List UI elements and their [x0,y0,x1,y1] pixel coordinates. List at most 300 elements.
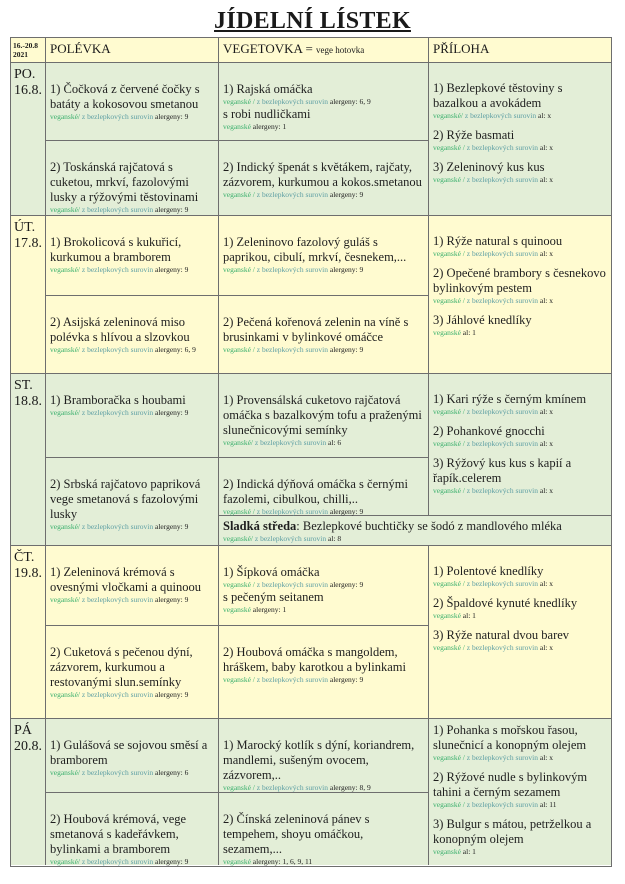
vegan-label: veganské / [433,486,465,495]
day-cell [11,63,46,216]
vegan-label: veganské/ [50,768,80,777]
dish-tags [223,122,424,132]
main-cell [219,296,429,374]
dish-tags [433,643,607,653]
allergen-value: 1 [472,328,476,337]
dish-name: 1) Zeleninovo fazolový guláš s paprikou, cibulí, mrkví, česnekem,... [223,235,407,264]
allergen-label: alergeny: [154,205,183,214]
gluten-free-label: z bezlepkových surovin [256,783,328,792]
sweet-dish: : Bezlepkové buchtičky se šodó z mandlového mléka [296,519,562,533]
dish-tags [223,438,424,448]
vegan-label: veganské/ [433,111,463,120]
dish-name: 2) Toskánská rajčatová s cuketou, mrkví, fazolovými lusky a rýžovými těstovinami [50,160,199,204]
allergen-label: alergeny: [154,112,183,121]
dish-item [50,160,214,215]
day-date: 16.8. [14,83,42,98]
allergen-value: 9 [359,507,364,516]
vegan-label: veganské / [433,439,465,448]
day-date: 20.8. [14,739,42,754]
dish-item [223,393,424,448]
dish-name: 1) Marocký kotlík s dýní, koriandrem, mandlemi, sušeným ovocem, zázvorem,.. [223,738,415,782]
gluten-free-label: z bezlepkových surovin [466,753,538,762]
gluten-free-label: z bezlepkových surovin [81,768,154,777]
allergen-label: alergeny: [154,522,183,531]
vegan-label: veganské / [433,249,465,258]
gluten-free-label: z bezlepkových surovin [464,111,537,120]
allergen-value: 1, 6, 9, 11 [282,857,313,866]
vegan-label: veganské / [433,643,465,652]
soup-cell [46,626,219,719]
gluten-free-label: z bezlepkových surovin [256,507,328,516]
dish-name: 1) Bezlepkové těstoviny s bazalkou a avokádem [433,81,563,110]
dish-item [433,564,607,589]
dish-item [433,128,607,153]
dish-item [223,82,424,132]
dish-item [433,266,607,306]
gluten-free-label: z bezlepkových surovin [256,190,328,199]
gluten-free-label: z bezlepkových surovin [466,249,538,258]
dish-name: 1) Provensálská cuketovo rajčatová omáčka s bazalkovým tofu a praženými slunečnicovými semínky [223,393,422,437]
dish-tags [223,783,424,793]
main-cell [219,63,429,141]
allergen-value: x [549,175,553,184]
dish-tags [223,534,607,544]
dish-tags [433,486,607,496]
dish-item [433,723,607,763]
dish-name: 2) Rýžové nudle s bylinkovým tahini a černým sezamem [433,770,588,799]
allergen-value: x [549,296,553,305]
allergen-label: alergeny: [252,605,281,614]
sweet-cell [219,516,611,546]
allergen-label: al: [539,296,548,305]
dish-tags [433,328,607,338]
dish-item [433,234,607,259]
dish-name: 1) Gulášová se sojovou směsí a bramborem [50,738,208,767]
gluten-free-label: z bezlepkových surovin [466,296,538,305]
dish-name: 3) Bulgur s mátou, petrželkou a konopným olejem [433,817,592,846]
allergen-label: alergeny: [154,857,183,866]
vegan-label: veganské / [223,265,255,274]
dish-item [433,628,607,653]
gluten-free-label: z bezlepkových surovin [81,595,154,604]
dish-name: 2) Čínská zeleninová pánev s tempehem, shoyu omáčkou, sezamem,... [223,812,370,856]
day-date: 19.8. [14,566,42,581]
vegan-label: veganské [223,122,251,131]
allergen-label: al: [539,439,548,448]
dish-item [50,82,214,122]
gluten-free-label: z bezlepkových surovin [466,143,538,152]
dish-item [433,392,607,417]
soup-cell [46,719,219,793]
dish-tags [50,768,214,778]
dish-tags [50,522,214,532]
dish-name: 1) Rýže natural s quinoou [433,234,563,248]
dish-tags [433,753,607,763]
dish-name: 1) Kari rýže s černým kmínem [433,392,587,406]
gluten-free-label: z bezlepkových surovin [254,534,327,543]
gluten-free-label: z bezlepkových surovin [256,675,328,684]
allergen-value: 9 [184,522,189,531]
dish-item [50,738,214,778]
allergen-label: al: [539,407,548,416]
dish-tags [433,611,607,621]
side-cell [429,216,611,374]
dish-item [223,738,424,793]
dish-name: 3) Rýžový kus kus s kapií a řapík.celerem [433,456,572,485]
menu-table [10,37,612,867]
vegan-label: veganské / [223,97,255,106]
vegan-label: veganské / [223,783,255,792]
dish-item [433,596,607,621]
allergen-value: 6, 9 [184,345,196,354]
header-main [219,38,429,63]
allergen-label: al: [537,111,546,120]
dish-item [433,456,607,496]
allergen-label: al: [539,800,548,809]
dish-item [433,81,607,121]
dish-item [50,235,214,275]
day-cell [11,216,46,374]
allergen-label: al: [539,643,548,652]
allergen-value: 9 [359,265,364,274]
allergen-value: x [549,439,553,448]
dish-name: 1) Brokolicová s kukuřicí, kurkumou a bramborem [50,235,182,264]
allergen-label: alergeny: [329,783,358,792]
gluten-free-label: z bezlepkových surovin [256,580,328,589]
vegan-label: veganské / [223,507,255,516]
allergen-label: al: [539,753,548,762]
gluten-free-label: z bezlepkových surovin [81,265,154,274]
dish-name: 3) Jáhlové knedlíky [433,313,532,327]
dish-tags [433,296,607,306]
dish-item [433,817,607,857]
gluten-free-label: z bezlepkových surovin [256,265,328,274]
soup-cell [46,546,219,626]
allergen-value: 9 [184,265,189,274]
soup-cell [46,458,219,546]
day-cell [11,546,46,719]
dish-name: 1) Bramboračka s houbami [50,393,186,407]
vegan-label: veganské / [223,675,255,684]
dish-tags [50,857,214,867]
allergen-label: al: [539,175,548,184]
gluten-free-label: z bezlepkových surovin [256,97,328,106]
allergen-value: x [549,643,553,652]
allergen-value: 9 [359,675,364,684]
allergen-value: x [547,111,552,120]
vegan-label: veganské [223,857,251,866]
dish-item [50,393,214,418]
vegan-label: veganské/ [50,595,80,604]
allergen-label: alergeny: [329,675,358,684]
day-date: 17.8. [14,236,42,251]
dish-tags [50,345,214,355]
vegan-label: veganské/ [50,522,80,531]
allergen-label: alergeny: [252,122,281,131]
dish-sub-name: s pečeným seitanem [223,590,324,604]
soup-cell [46,216,219,296]
dish-name: 2) Asijská zeleninová miso polévka s hlívou a slzovkou [50,315,190,344]
dish-item [433,424,607,449]
dish-name: 1) Čočková z červené čočky s batáty a kokosovou smetanou [50,82,200,111]
dish-name: 2) Špaldové kynuté knedlíky [433,596,578,610]
dish-sub-name: s robi nudličkami [223,107,311,121]
dish-item [223,477,424,517]
allergen-value: x [549,486,553,495]
dish-tags [433,579,607,589]
dish-tags [223,190,424,200]
dish-tags [433,800,607,810]
vegan-label: veganské / [433,407,465,416]
allergen-label: al: [539,579,548,588]
vegan-label: veganské / [433,296,465,305]
day-name: PO. [14,67,36,82]
dish-tags [50,408,214,418]
allergen-value: x [549,407,553,416]
dish-name: 2) Cuketová s pečenou dýní, zázvorem, kurkumou a restovanými slun.semínky [50,645,193,689]
vegan-label: veganské/ [50,857,80,866]
dish-name: 3) Rýže natural dvou barev [433,628,570,642]
dish-item [433,313,607,338]
allergen-label: al: [539,249,548,258]
allergen-value: x [549,143,553,152]
dish-tags [433,249,607,259]
gluten-free-label: z bezlepkových surovin [81,408,154,417]
vegan-label: veganské / [223,345,255,354]
allergen-label: alergeny: [154,690,183,699]
allergen-value: 9 [359,190,364,199]
gluten-free-label: z bezlepkových surovin [466,800,538,809]
dish-tags [433,175,607,185]
allergen-label: al: [462,847,471,856]
dish-tags [50,112,214,122]
dish-name: 2) Indická dýňová omáčka s černými fazolemi, cibulkou, chilli,.. [223,477,409,506]
dish-tags [223,345,424,355]
dish-item [50,315,214,355]
soup-cell [46,793,219,865]
allergen-label: alergeny: [154,345,183,354]
dish-name: 2) Houbová omáčka s mangoldem, hráškem, baby karotkou a bylinkami [223,645,406,674]
vegan-label: veganské/ [223,534,253,543]
dish-name: 2) Houbová krémová, vege smetanová s kadeřávkem, bylinkami a bramborem [50,812,187,856]
header-side [429,38,611,63]
side-cell [429,374,611,516]
gluten-free-label: z bezlepkových surovin [81,345,154,354]
vegan-label: veganské/ [223,438,253,447]
dish-tags [50,690,214,700]
main-cell [219,216,429,296]
gluten-free-label: z bezlepkových surovin [256,345,328,354]
dish-item [433,160,607,185]
dish-name: 1) Zeleninová krémová s ovesnými vločkami a quinoou [50,565,202,594]
gluten-free-label: z bezlepkových surovin [81,112,154,121]
dish-tags [223,265,424,275]
dish-name: 2) Opečené brambory s česnekovo bylinkovým pestem [433,266,606,295]
allergen-value: 9 [184,690,189,699]
allergen-label: alergeny: [329,97,358,106]
dish-item [223,315,424,355]
gluten-free-label: z bezlepkových surovin [466,579,538,588]
vegan-label: veganské/ [50,265,80,274]
day-name: ST. [14,378,33,393]
main-cell [219,626,429,719]
day-name: ČT. [14,550,35,565]
allergen-value: 9 [359,580,364,589]
gluten-free-label: z bezlepkových surovin [254,438,327,447]
soup-cell [46,296,219,374]
allergen-value: x [549,753,553,762]
gluten-free-label: z bezlepkových surovin [466,643,538,652]
dish-tags [433,407,607,417]
dish-tags [50,265,214,275]
gluten-free-label: z bezlepkových surovin [466,407,538,416]
vegan-label: veganské / [223,580,255,589]
vegan-label: veganské/ [50,205,80,214]
header-date-cell [11,38,46,63]
vegan-label: veganské / [433,175,465,184]
allergen-value: 8, 9 [359,783,371,792]
allergen-value: 9 [359,345,364,354]
allergen-label: al: [327,438,336,447]
dish-tags [433,847,607,857]
allergen-label: al: [327,534,336,543]
day-date: 18.8. [14,394,42,409]
vegan-label: veganské/ [50,690,80,699]
allergen-label: al: [539,486,548,495]
vegan-label: veganské/ [50,345,80,354]
soup-cell [46,141,219,216]
gluten-free-label: z bezlepkových surovin [81,857,154,866]
dish-item [223,160,424,200]
vegan-label: veganské [433,847,461,856]
gluten-free-label: z bezlepkových surovin [81,522,154,531]
allergen-value: 9 [184,205,189,214]
vegan-label: veganské [433,328,461,337]
main-cell [219,719,429,793]
dish-tags [433,143,607,153]
dish-tags [50,595,214,605]
dish-item [50,812,214,867]
gluten-free-label: z bezlepkových surovin [466,486,538,495]
dish-item [223,235,424,275]
allergen-value: 6 [337,438,342,447]
allergen-label: alergeny: [252,857,281,866]
main-cell [219,458,429,516]
dish-name: 2) Rýže basmati [433,128,515,142]
allergen-value: 9 [184,595,189,604]
allergen-label: alergeny: [154,265,183,274]
allergen-label: al: [462,328,471,337]
gluten-free-label: z bezlepkových surovin [466,439,538,448]
allergen-value: 9 [184,408,189,417]
vegan-label: veganské / [433,800,465,809]
gluten-free-label: z bezlepkových surovin [466,175,538,184]
vegan-label: veganské / [433,753,465,762]
allergen-label: al: [539,143,548,152]
page-title: JÍDELNÍ LÍSTEK [214,8,411,34]
sweet-name [223,519,607,534]
vegan-label: veganské [223,605,251,614]
vegan-label: veganské [433,611,461,620]
side-cell [429,63,611,216]
dish-tags [223,580,424,590]
dish-tags [433,111,607,121]
dish-name: 2) Pečená kořenová zelenin na víně s brusinkami v bylinkové omáčce [223,315,409,344]
allergen-value: 8 [337,534,342,543]
allergen-value: 1 [472,847,476,856]
allergen-label: al: [462,611,471,620]
dish-item [223,565,424,615]
gluten-free-label: z bezlepkových surovin [81,205,154,214]
main-cell [219,374,429,458]
dish-item [433,770,607,810]
vegan-label: veganské/ [50,112,80,121]
allergen-value: 9 [184,857,189,866]
allergen-label: alergeny: [329,580,358,589]
dish-item [50,645,214,700]
header-side-label: PŘÍLOHA [433,41,490,56]
dish-tags [433,439,607,449]
header-main-note: vege hotovka [316,45,365,55]
dish-name: 1) Pohanka s mořskou řasou, slunečnicí a konopným olejem [433,723,587,752]
day-name: ÚT. [14,220,36,235]
dish-tags [223,857,424,867]
day-cell [11,719,46,865]
header-soup-label: POLÉVKA [50,41,111,56]
dish-item [223,812,424,867]
dish-item [50,477,214,532]
allergen-value: 1 [282,605,287,614]
allergen-value: 6, 9 [359,97,371,106]
allergen-label: alergeny: [329,190,358,199]
allergen-value: 6 [184,768,189,777]
main-cell [219,546,429,626]
allergen-label: alergeny: [154,595,183,604]
vegan-label: veganské / [223,190,255,199]
vegan-label: veganské / [433,143,465,152]
day-cell [11,374,46,546]
allergen-value: x [549,579,553,588]
header-soup [46,38,219,63]
dish-tags [50,205,214,215]
dish-item [223,645,424,685]
main-cell [219,793,429,865]
dish-name: 2) Indický špenát s květákem, rajčaty, zázvorem, kurkumou a kokos.smetanou [223,160,422,189]
side-cell [429,719,611,865]
dish-tags [223,97,424,107]
vegan-label: veganské/ [50,408,80,417]
dish-name: 1) Šípková omáčka [223,565,320,579]
allergen-label: alergeny: [154,768,183,777]
dish-tags [223,675,424,685]
soup-cell [46,63,219,141]
dish-name: 3) Zeleninový kus kus [433,160,545,174]
allergen-label: alergeny: [154,408,183,417]
allergen-label: alergeny: [329,345,358,354]
allergen-value: 11 [549,800,557,809]
vegan-label: veganské / [433,579,465,588]
dish-name: 2) Srbská rajčatovo papriková vege smetanová s fazolovými lusky [50,477,201,521]
day-name: PÁ [14,723,32,738]
dish-name: 2) Pohankové gnocchi [433,424,545,438]
gluten-free-label: z bezlepkových surovin [81,690,154,699]
sweet-label: Sladká středa [223,519,297,533]
year: 2021 [13,50,28,59]
date-range: 16.-20.8 [13,41,38,50]
main-cell [219,141,429,216]
allergen-value: 1 [472,611,476,620]
allergen-value: x [549,249,553,258]
